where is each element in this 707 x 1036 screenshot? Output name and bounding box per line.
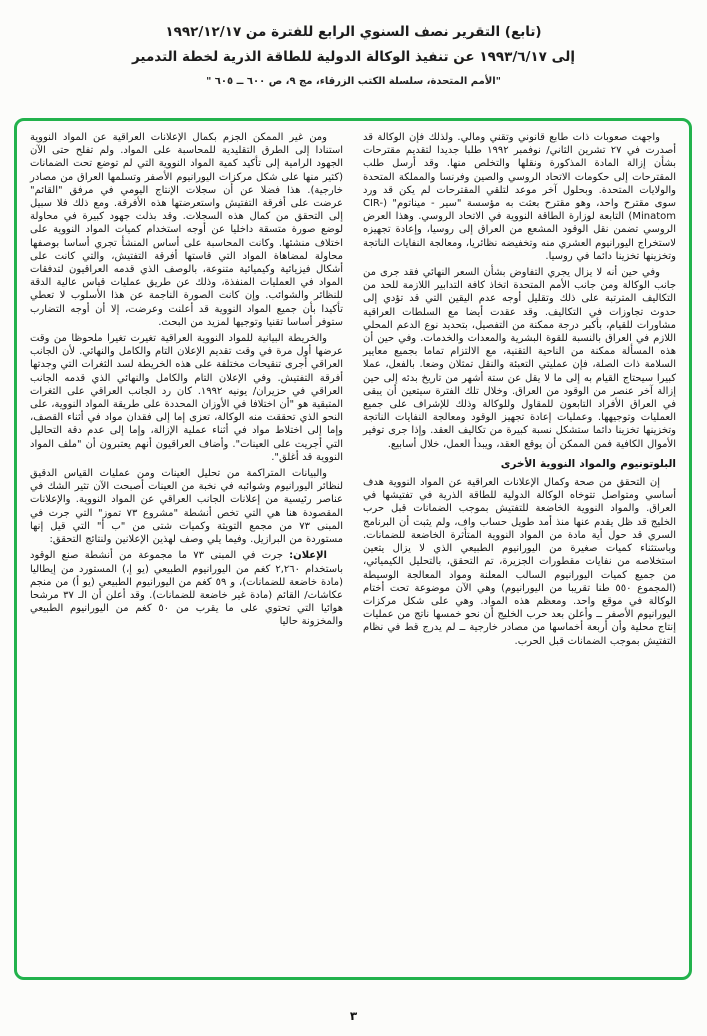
paragraph: والبيانات المتراكمة من تحليل العينات ومن عمليات القياس الدقيق لنظائر اليورانيوم وشوائبه في نخبة من العينات أصبحت الآن تثير الشك في عناصر رئيسية من إعلانات الجانب العراقي عن المواد النووية. والإعلانات المقصودة هنا هي التي تخص أنشطة "مشروع ٧٣ تموز" التي جرت في المبنى ٧٣ من مجمع التويثة وكميات شتى من "ب أ" التي قيل إنها مستوردة من البرازيل. وفيما يلي وصف لهذين الإعلانين ولنتائج التحقق: (30, 468, 344, 546)
section-heading-plutonium: البلوتونيوم والمواد النووية الأخرى (500, 457, 676, 470)
source-note: "الأمم المتحدة، سلسلة الكتب الزرقاء، مج ٩، ص ٦٠٠ ــ ٦٠٥ " (206, 76, 501, 87)
two-column-layout (30, 131, 676, 969)
report-title-line1: (تابع) التقرير نصف السنوي الرابع للفترة من ١٩٩٢/١٢/١٧ (165, 24, 542, 40)
document-header (0, 0, 707, 87)
page-number: ٣ (349, 1009, 358, 1023)
paragraph: واجهت صعوبات ذات طابع قانوني وتقني ومالي. ولذلك فإن الوكالة قد أصدرت في ٢٧ تشرين الثاني/ نوفمبر ١٩٩٢ طلبا جديدا لتقديم مقترحات بشأن إزالة المادة المذكورة ونقلها والتخلص منها. وقد أرسل طلب المقترحات إلى حكومات الاتحاد الروسي والصين وفرنسا والمملكة المتحدة والولايات المتحدة. وبحلول آخر موعد لتلقي المقترحات لم يكن قد ورد سوى مقترح واحد، وهو مقترح بعثت به مؤسسة "سير - ميناتوم" (CIR-Minatom) التابعة لوزارة الطاقة النووية في الاتحاد الروسي. وهذا العرض الروسي تضمن نقل الوقود المشعع من العراق إلى روسيا، وإعادة تجهيزه لاستخراج اليورانيوم العشري منه وتخفيضه نظائريا، ومعالجة النفايات الناتجة وتخزينها تخزينا دائما في روسيا. (363, 132, 676, 262)
paragraph: والخريطة البيانية للمواد النووية العراقية تغيرت تغيرا ملحوظا من وقت عرضها أول مرة في وقت تقديم الإعلان التام والكامل والنهائي. لأن الجانب العراقي أجرى تنقيحات مختلفة على هذه الخريطة لسد الثغرات التي وجدتها أفرقة التفتيش. وفي الإعلان التام والكامل والنهائي الذي قدمه الجانب العراقي في حزيران/ يونيه ١٩٩٢. كان رد الجانب العراقي على الثغرات المتبقية هو "أن اختلافا في الأوزان المحددة على طريقة المواد النووية، على النحو الذي تحققت منه الوكالة، تعزى إما إلى فقدان مواد في أثناء القصف، وإما إلى اختلاط مواد في أثناء عملية الإزالة، وإما إلى عدم دقة التحاليل التي أجريت على العينات". وأضاف العراقيون أنهم يعتبرون أن "ملف المواد النووية قد أغلق". (30, 333, 343, 463)
paragraph: وفي حين أنه لا يزال يجري التفاوض بشأن السعر النهائي فقد جرى من جانب الوكالة ومن جانب الأمم المتحدة اتخاذ كافة التدابير اللازمة للحد من التكاليف المترتبة على ذلك وتقليل أوجه عدم اليقين التي قد تؤدي إلى حدوث تجاوزات في التكاليف. وقد عقدت أيضا مع السلطات العراقية مشاورات للقيام، بأكبر درجة ممكنة من التفصيل، بتحديد نوع الدعم المحلي اللازم في العراق بالنسبة للقوة البشرية والمعدات والخدمات. وفي حين أن هذه المسألة ممكنة من الناحية التقنية، مع الالتزام تماما بجميع معايير السلامة ذات الصلة، فإن عمليتي التعبئة والنقل تمثلان وضعا. بالفعل، عملا كبيرا سيحتاج القيام به إلى ما لا يقل عن ستة أشهر من تاريخ بدئه إلى حين إزالة آخر عنصر من الوقود من العراق. وخلال تلك الفترة سيتعين أن يبقى في العراق الأفراد التابعون للمقاول وللوكالة وذلك للإشراف على جميع العمليات وتوجيهها. وعمليات إعادة تجهيز الوقود ومعالجة النفايات الناتجة وتخزينها تخزينا دائما ستشكل نسبة كبيرة من تكاليف العقد. وإذا جرى توفير الأموال الكافية فمن الممكن أن يوقع العقد، ويبدأ العمل، خلال أسابيع. (363, 267, 676, 450)
paragraph: ومن غير الممكن الجزم بكمال الإعلانات العراقية عن المواد النووية استنادا إلى الطرق التقليدية للمحاسبة على المواد. ولم تفلح حتى الآن الجهود الرامية إلى تأكيد كمية المواد النووية التي لم توضع تحت الضمانات (كثير منها على شكل مركزات اليورانيوم الأصفر وتسلمها العراق من مصادر خارجية). هذا فضلا عن أن سجلات الإنتاج اليومي في مرفق "القائم" عرضت على أفرقة التفتيش واستعرضتها هذه الأفرقة. ومع ذلك فلا سبيل إلى التحقق من كمال هذه السجلات. وقد بذلت جهود كبيرة في محاولة لوضع صورة متسقة داخليا عن أوجه استخدام كميات المواد النووية على اختلاف منشئها. وكانت المحاسبة على أساس المنشأ تجري أساسا بوصفها محاولة لمضاهاة المواد التي قاستها أفرقة التفتيش، والتي كانت على أشكال فيزيائية وكيميائية متنوعة، بالوصف الذي قدمه العراقيون لتدفقات المواد في العمليات المنفذة، وذلك عن طريق عمليات قياس عالية الدقة للنظائر والشوائب. وإن كانت الصورة الناجمة عن هذا الأسلوب لا تعطي تأكيدا بأن جميع المواد النووية قد أعلنت وعرضت، إلا أن أوجه التضارب ستوفر أساسا تقنيا وتوجيها لمزيد من البحث. (30, 132, 343, 328)
report-title-line2: إلى ١٩٩٣/٦/١٧ عن تنفيذ الوكالة الدولية للطاقة الذرية لخطة التدمير (132, 49, 575, 65)
paragraph-declaration (30, 549, 343, 628)
left-column (30, 131, 343, 969)
paragraph: إن التحقق من صحة وكمال الإعلانات العراقية عن المواد النووية هدف أساسي ومتواصل تتوخاه الوكالة الدولية للطاقة الذرية في تفتيشها في العراق. والمواد النووية الخاضعة للتفتيش بموجب الضمانات قبل حرب الخليج قد ظل يقدم عنها منذ أمد طويل حساب واف، ولم يثبت أن البرنامج السري قد حول أية مادة من المواد النووية المتأثرة الخاضعة للضمانات. وباستثناء كميات صغيرة من اليورانيوم الطبيعي الذي لا يزال يتعين استخلاصه من نفايات مقطورات الجزيرة، تم التحقق، بالتحليل الكيميائي، من جميع كميات اليورانيوم السالب المعلنة ومواد المعالجة الوسيطة (المجموع ٥٥٠ طنا تقريبا من اليورانيوم) وهي الآن موضوعة تحت أختام الوكالة في موقع واحد. ومعظم هذه المواد. وهي على شكل مركزات اليورانيوم الأصفر ــ وأعلن بعد حرب الخليج أن نحو خمسها ناتج من عمليات إنتاج محلية وأن أربعة أخماسها من مصادر خارجية ــ لم يدرج قط في نظام التفتيش بموجب الضمانات قبل الحرب. (363, 477, 676, 647)
declaration-text: جرت في المبنى ٧٣ ما مجموعة من أنشطة صنع الوقود باستخدام ٢,٢٦٠ كغم من اليورانيوم الطبيعي (يو إ،) المستورد من إيطاليا (مادة خاضعة للضمانات)، و ٥٩ كغم من اليورانيوم الطبيعي (يو أ) من منجم عكاشات/ القائم (مادة غير خاضعة للضمانات). وقد أعلن أن الـ ٣٧ مرشحا هوائيا التي تحتوي على ما يقرب من ٥٠ كغم من اليورانيوم الطبيعي والمخزونة حاليا (30, 550, 344, 628)
declaration-label: الإعلان: (289, 550, 327, 562)
right-column (363, 131, 676, 969)
content-border-box (14, 118, 692, 980)
